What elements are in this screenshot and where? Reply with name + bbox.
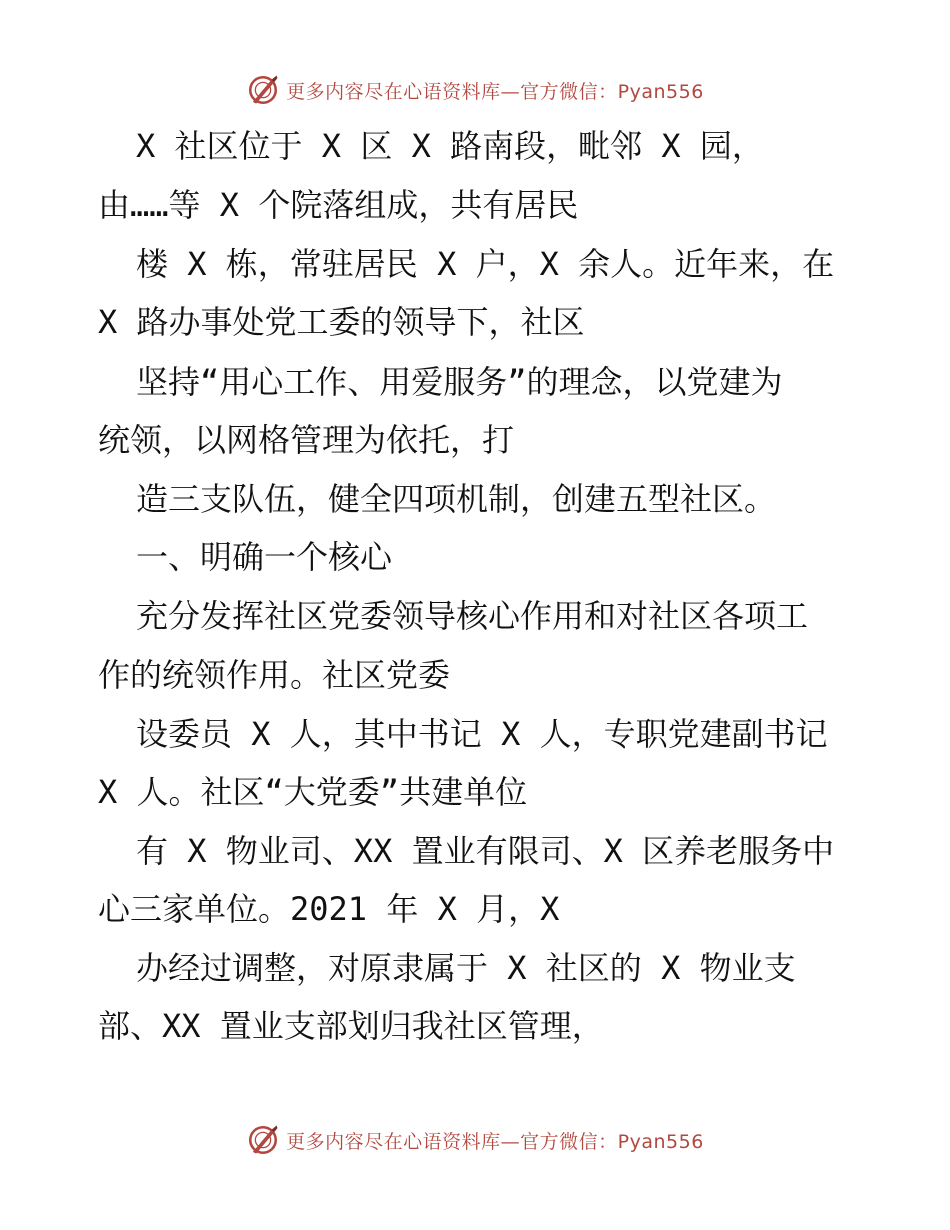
text-line: 统领，以网格管理为依托，打 [98, 421, 515, 459]
section-heading: 一、明确一个核心 [136, 538, 393, 576]
text-line: 由……等 X 个院落组成，共有居民 [98, 186, 579, 224]
text-line: 坚持“用心工作、用爱服务”的理念，以党建为 [136, 363, 783, 401]
watermark-text: 更多内容尽在心语资料库—官方微信：Pyan556 [286, 80, 704, 103]
quill-pen-circle-icon [246, 73, 280, 107]
text-line: 造三支队伍，健全四项机制，创建五型社区。 [136, 480, 777, 518]
text-line: 楼 X 栋，常驻居民 X 户，X 余人。近年来，在 [136, 245, 835, 283]
quill-pen-circle-icon [246, 1123, 280, 1157]
text-line: X 路办事处党工委的领导下，社区 [98, 303, 585, 341]
text-line: X 人。社区“大党委”共建单位 [98, 773, 528, 811]
footer-watermark [0, 1120, 950, 1160]
watermark-text: 更多内容尽在心语资料库—官方微信：Pyan556 [286, 1130, 704, 1153]
text-line: 设委员 X 人，其中书记 X 人，专职党建副书记 [136, 715, 828, 753]
text-line: 有 X 物业司、XX 置业有限司、X 区养老服务中 [136, 832, 835, 870]
text-line: 办经过调整，对原隶属于 X 社区的 X 物业支 [136, 949, 796, 987]
text-line: 部、XX 置业支部划归我社区管理， [98, 1007, 604, 1045]
header-watermark [0, 70, 950, 110]
text-line: 充分发挥社区党委领导核心作用和对社区各项工 [136, 597, 809, 635]
text-line: 心三家单位。2021 年 X 月，X [98, 890, 560, 928]
text-line: 作的统领作用。社区党委 [98, 656, 451, 694]
text-line: X 社区位于 X 区 X 路南段，毗邻 X 园， [136, 127, 764, 165]
